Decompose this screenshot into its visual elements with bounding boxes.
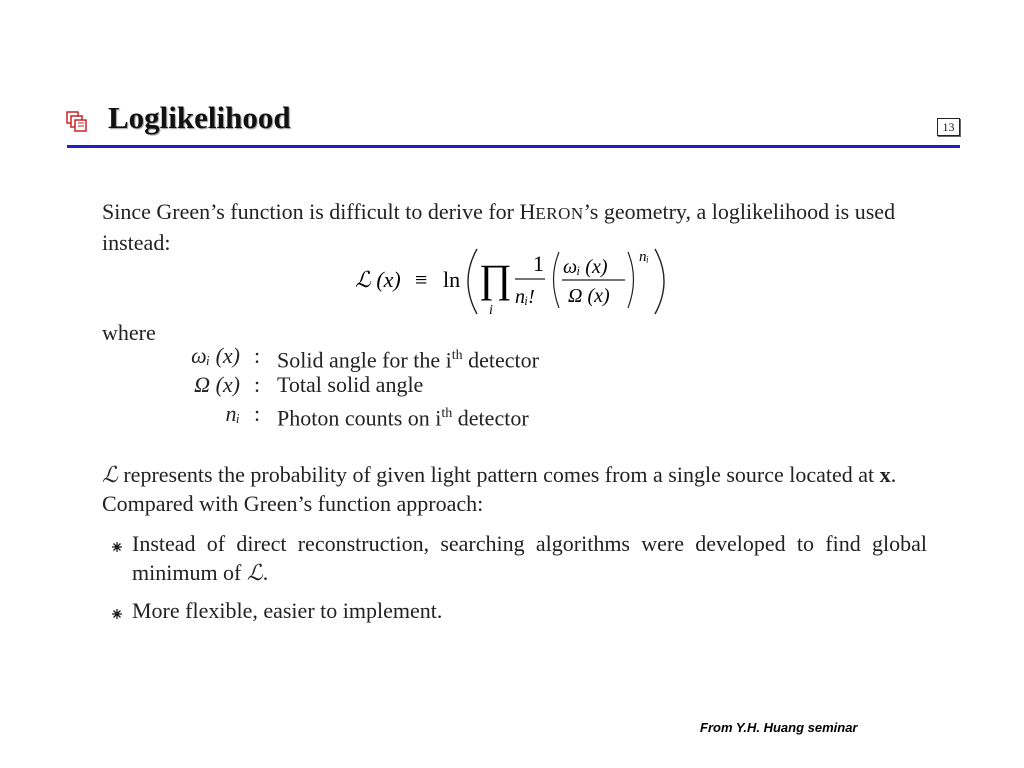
heron-initial: H: [519, 199, 536, 224]
para2-part2: . Compared with Green’s function approach:: [102, 462, 897, 516]
stacked-squares-icon: [66, 111, 90, 133]
star-bullet-icon: [112, 539, 122, 549]
formula-product: ∏: [479, 256, 512, 301]
formula-exponent: nᵢ: [639, 249, 649, 265]
loglikelihood-formula: [355, 246, 675, 318]
bullet-item: Instead of direct reconstruction, searching algorithms were developed to find global minimum of ℒ.: [132, 531, 927, 585]
intro-part1: Since Green’s function is difficult to derive for: [102, 199, 520, 224]
bullet-item: More flexible, easier to implement.: [132, 598, 443, 623]
intro-part2: ’s geometry, a loglikelihood is used instead:: [102, 199, 896, 255]
definition-text: Total solid angle: [277, 372, 424, 397]
inner-left-paren: [554, 252, 560, 308]
definition-symbol: ωᵢ (x): [191, 343, 240, 368]
title-rule: [67, 145, 960, 148]
slide-title: Loglikelihood: [108, 100, 291, 135]
star-bullet-icon: [112, 606, 122, 616]
interpretation-paragraph: [102, 460, 932, 518]
formula-frac-den: nᵢ!: [515, 286, 535, 308]
formula-inner-num: ωᵢ (x): [563, 256, 608, 278]
position-vector: x: [879, 462, 891, 487]
para2-part1: represents the probability of given light pattern comes from a single source located at: [117, 462, 880, 487]
definition-colon: :: [254, 343, 261, 368]
formula-inner-den: Ω (x): [568, 285, 610, 307]
inner-right-paren: [628, 252, 634, 308]
left-paren: [468, 249, 477, 314]
definition-colon: :: [254, 401, 261, 426]
definition-text: Photon counts on $i^{th}$ detector: [277, 405, 529, 431]
where-label: where: [102, 320, 156, 345]
page-number-badge: 13: [937, 118, 960, 136]
formula-frac-num: 1: [533, 251, 544, 276]
formula-product-index: i: [489, 303, 493, 318]
definition-colon: :: [254, 372, 261, 397]
formula-ln: ln: [443, 267, 461, 292]
right-paren: [655, 249, 664, 314]
heron-rest: ERON: [535, 204, 584, 223]
formula-equiv: ≡: [415, 267, 428, 292]
formula-lhs: ℒ (x): [355, 267, 401, 292]
definition-symbol: nᵢ: [225, 401, 240, 426]
definition-symbol: Ω (x): [194, 372, 240, 397]
loglikelihood-symbol: ℒ: [102, 462, 118, 487]
definition-text: Solid angle for the $i^{th}$ detector: [277, 347, 539, 373]
source-credit: From Y.H. Huang seminar: [700, 720, 858, 735]
